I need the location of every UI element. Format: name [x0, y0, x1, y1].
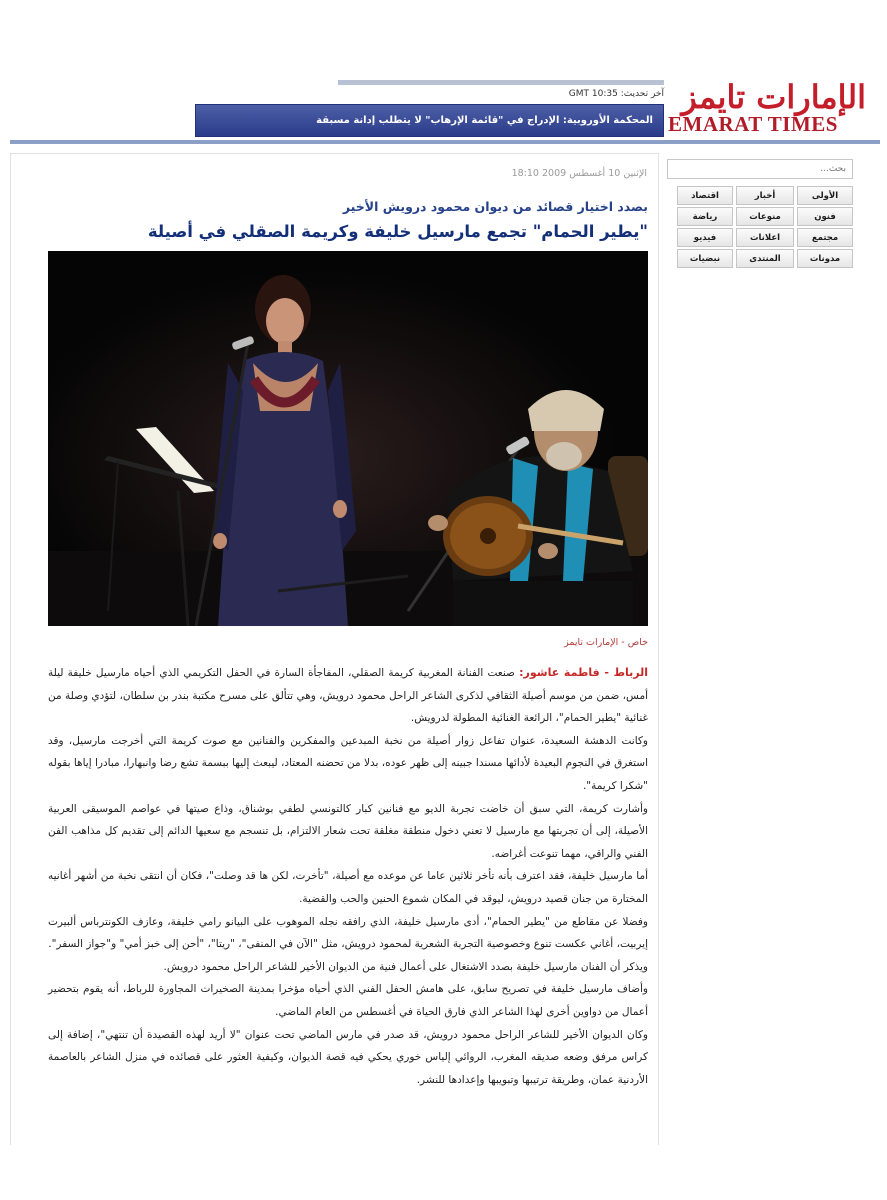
- last-update-time: آخر تحديث: 10:35 GMT: [568, 89, 664, 99]
- nav-item-blogs[interactable]: مدونات: [797, 249, 853, 268]
- article-photo: [48, 251, 648, 626]
- logo-arabic-text: الإمارات تايمز: [681, 78, 866, 116]
- article-paragraph: وكانت الدهشة السعيدة، عنوان تفاعل زوار أصيلة من نخبة المبدعين والمفكرين والفنانين مع صوت كريمة التي أخرجت مارسيل، وقد استغرق في النجوم البعيدة لأدائها مسندا جبينه إلى ظهر عوده، بدلا من تحضنه المعتاد، ليبعث إليها ببسمة تشع رضا وانبهارا، مبادرا إياها بقوله "شكرا كريمة".: [48, 734, 648, 792]
- nav-item-society[interactable]: مجتمع: [797, 228, 853, 247]
- header-top-rule: [338, 80, 664, 85]
- section-nav: [677, 186, 853, 268]
- nav-item-misc[interactable]: منوعات: [736, 207, 794, 226]
- nav-item-pulses[interactable]: نبضيات: [677, 249, 733, 268]
- nav-item-front[interactable]: الأولى: [797, 186, 853, 205]
- article-paragraph: وأضاف مارسيل خليفة في تصريح سابق، على هامش الحفل الفني الذي أحياه مؤخرا بمدينة الصخيرات المجاورة للرباط، أنه يقوم بتحضير أعمال من دواوين أخرى لهذا الشاعر الذي فارق الحياة في أغسطس من العام الماضي.: [48, 983, 648, 1018]
- news-ticker[interactable]: [195, 104, 664, 137]
- article-subtitle: بصدد اختيار قصائد من ديوان محمود درويش الأخير: [342, 199, 648, 214]
- article-title: "يطير الحمام" تجمع مارسيل خليفة وكريمة الصقلي في أصيلة: [147, 222, 648, 241]
- photo-credit: خاص - الإمارات تايمز: [564, 637, 648, 648]
- article-lead-paragraph: [48, 662, 648, 730]
- article-body: [48, 662, 648, 1091]
- nav-item-arts[interactable]: فنون: [797, 207, 853, 226]
- ticker-headline[interactable]: المحكمة الأوروبية: الإدراج في "قائمة الإرهاب" لا يتطلب إدانة مسبقة: [316, 115, 653, 126]
- logo-english-text: EMARAT TIMES: [668, 112, 838, 136]
- article-paragraph: وكان الديوان الأخير للشاعر الراحل محمود درويش، قد صدر في مارس الماضي تحت عنوان "لا أريد لهذه القصيدة أن تنتهي"، إضافة إلى كراس مرفق وضعه صديقه المغرب، الروائي إلياس خوري يحكي فيه قصة الديوان، وكيفية العثور على قصائده في منزل الشاعر بالعاصمة الأردنية عمان، وطريقة ترتيبها وتبويبها وإعدادها للنشر.: [48, 1028, 648, 1086]
- article-paragraph: وأشارت كريمة، التي سبق أن خاضت تجربة الديو مع فنانين كبار كالتونسي لطفي بوشناق، وذاع صيتها في عواصم الموسيقى العربية الأصيلة، إلى أن تجربتها مع مارسيل لا تعني دخول منطقة مغلقة تحت شعار الالتزام، بل تنسجم مع سعيها الدائم إلى تقديم كل مذاهب الفن الفني والراقي، مهما تنوعت أغراضه.: [48, 802, 648, 860]
- nav-item-sports[interactable]: رياضة: [677, 207, 733, 226]
- site-logo[interactable]: [666, 80, 866, 136]
- concert-photo-illustration: [48, 251, 648, 626]
- article-paragraph: أما مارسيل خليفة، فقد اعترف بأنه تأخر ثلاثين عاما عن موعده مع أصيلة، "تأخرت، لكن ها قد وصلت"، فكان أن انتقى نخبة من أشهر أغانيه المختارة من جنان قصيد درويش، ليوقد في المكان شموع الحنين والحب والقضية.: [48, 870, 648, 905]
- nav-item-forum[interactable]: المنتدى: [736, 249, 794, 268]
- article-paragraph: ويذكر أن الفنان مارسيل خليفة بصدد الاشتغال على أعمال فنية من الديوان الأخير للشاعر الراحل محمود درويش.: [163, 960, 648, 973]
- nav-item-ads[interactable]: اعلانات: [736, 228, 794, 247]
- nav-item-news[interactable]: أخبار: [736, 186, 794, 205]
- article-dateline: الإثنين 10 أغسطس 2009 18:10: [511, 168, 647, 179]
- search-input[interactable]: [667, 159, 853, 179]
- article-paragraph: وفضلا عن مقاطع من "يطير الحمام"، أدى مارسيل خليفة، الذي رافقه نجله الموهوب على البيانو رامي خليفة، وعازف الكونترباس ألبيرت إيربيت، أغاني عكست تنوع وخصوصية التجربة الشعرية لمحمود درويش، مثل "الآن في المنفى"، "ريتا"، "أحن إلى خبز أمي" و"جواز السفر".: [48, 915, 648, 951]
- nav-item-economy[interactable]: اقتصاد: [677, 186, 733, 205]
- article-byline: الرباط - فاطمة عاشور:: [519, 666, 649, 679]
- article-lead-text: صنعت الفنانة المغربية كريمة الصقلي، المفاجأة السارة في الحفل التكريمي الذي أحياه مارسيل خليفة ليلة أمس، ضمن من موسم أصيلة الثقافي لذكرى الشاعر الراحل محمود درويش، وهي تتألق على مسرح مكتبة بندر بن سلطان، لتؤدي وصلة من غنائية "يطير الحمام"، الرائعة الغنائية المطولة لدرويش.: [48, 667, 648, 725]
- nav-item-video[interactable]: فيديو: [677, 228, 733, 247]
- header-divider: [10, 140, 880, 144]
